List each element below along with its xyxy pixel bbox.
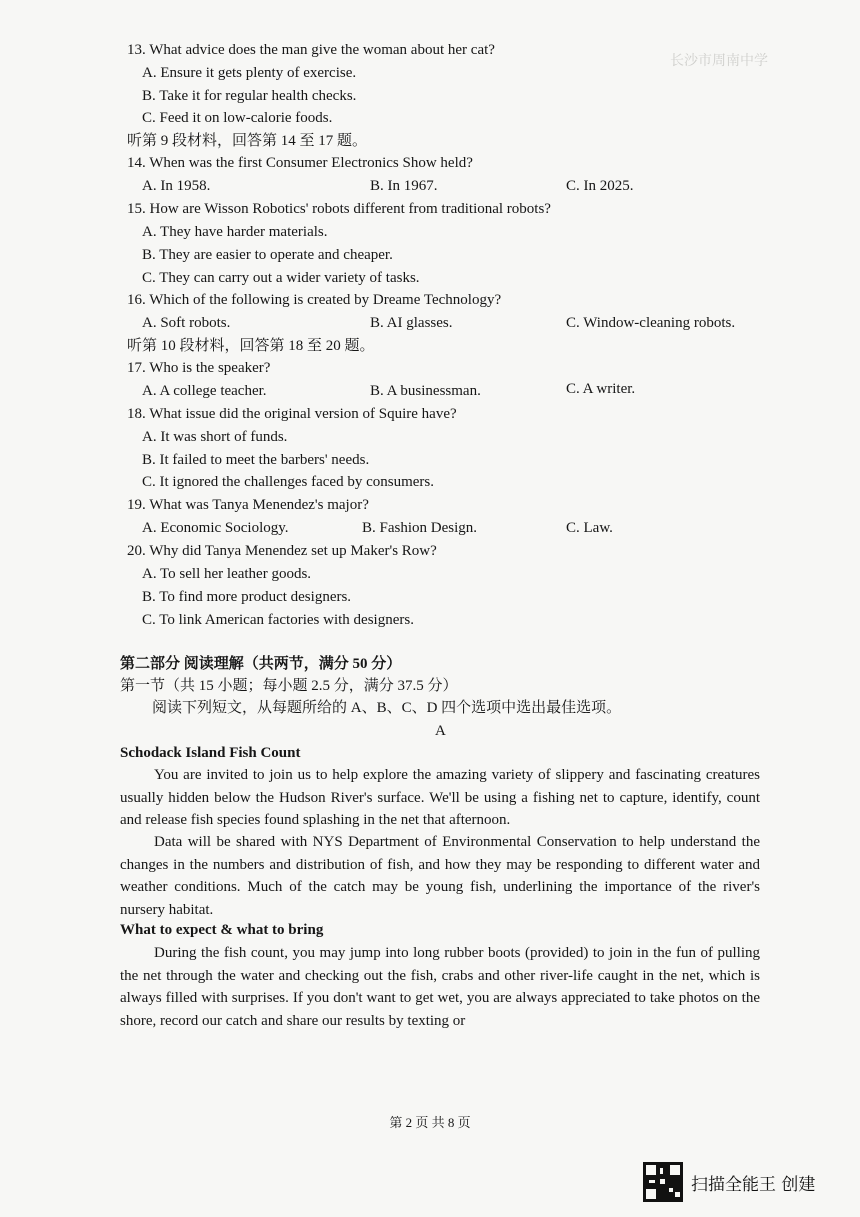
passage-paragraph-2 [120, 831, 760, 921]
question-14-option-c: C. In 2025. [566, 178, 634, 194]
question-16-stem: 16. Which of the following is created by Dreame Technology? [127, 292, 502, 308]
question-20-option-c: C. To link American factories with designers. [142, 612, 414, 628]
listening-section-10-instruction: 听第 10 段材料，回答第 18 至 20 题。 [127, 338, 375, 354]
question-19-option-b: B. Fashion Design. [362, 520, 478, 536]
question-17-stem: 17. Who is the speaker? [127, 360, 271, 376]
question-20-option-a: A. To sell her leather goods. [142, 566, 312, 582]
passage-paragraph-3 [120, 942, 760, 1032]
passage-paragraph-1-text: You are invited to join us to help explore the amazing variety of slippery and fascinating creatures usually hidden below the Hudson River's surface. We'll be using a fishing net to capture, identify, count and release fish species found splashing in the net that afternoon. [120, 767, 760, 828]
passage-title: Schodack Island Fish Count [120, 745, 301, 761]
scanner-watermark-text: 扫描全能王 创建 [691, 1174, 816, 1195]
question-17-option-c: C. A writer. [566, 381, 636, 397]
question-15-option-c: C. They can carry out a wider variety of tasks. [142, 270, 420, 286]
question-17-option-a: A. A college teacher. [142, 383, 267, 399]
question-13-stem: 13. What advice does the man give the woman about her cat? [127, 42, 495, 58]
question-14-option-a: A. In 1958. [142, 178, 211, 194]
question-15-option-b: B. They are easier to operate and cheaper. [142, 247, 393, 263]
reading-instruction: 阅读下列短文，从每题所给的 A、B、C、D 四个选项中选出最佳选项。 [152, 700, 622, 716]
qr-code-icon [643, 1162, 683, 1202]
passage-paragraph-1 [120, 764, 760, 832]
question-19-stem: 19. What was Tanya Menendez's major? [127, 497, 369, 513]
passage-paragraph-3-text: During the fish count, you may jump into long rubber boots (provided) to join in the fun of pulling the net through the water and checking out the fish, crabs and other river-life caught in the net, which is always filled with surprises. If you don't want to get wet, you are always appreciated to take photos on the shore, record our catch and share our results by texting or [120, 945, 760, 1029]
question-20-option-b: B. To find more product designers. [142, 589, 352, 605]
question-13-option-c: C. Feed it on low-calorie foods. [142, 110, 333, 126]
page-number-footer: 第 2 页 共 8 页 [389, 1115, 471, 1130]
section-1-title: 第一节（共 15 小题；每小题 2.5 分，满分 37.5 分） [120, 678, 458, 694]
scanner-watermark [643, 1160, 815, 1204]
question-14-stem: 14. When was the first Consumer Electronics Show held? [127, 155, 473, 171]
question-18-stem: 18. What issue did the original version of Squire have? [127, 406, 457, 422]
bleed-through-text: 长沙市周南中学 [670, 53, 768, 69]
part-2-title: 第二部分 阅读理解（共两节，满分 50 分） [120, 656, 402, 672]
passage-subtitle: What to expect & what to bring [120, 922, 324, 938]
question-18-option-a: A. It was short of funds. [142, 429, 288, 445]
question-16-option-b: B. AI glasses. [370, 315, 453, 331]
question-14-option-b: B. In 1967. [370, 178, 438, 194]
question-15-option-a: A. They have harder materials. [142, 224, 328, 240]
question-13-option-a: A. Ensure it gets plenty of exercise. [142, 65, 357, 81]
question-16-option-a: A. Soft robots. [142, 315, 231, 331]
question-15-stem: 15. How are Wisson Robotics' robots different from traditional robots? [127, 201, 551, 217]
question-19-option-a: A. Economic Sociology. [142, 520, 289, 536]
question-17-option-b: B. A businessman. [370, 383, 481, 399]
passage-letter: A [435, 723, 446, 739]
question-18-option-b: B. It failed to meet the barbers' needs. [142, 452, 370, 468]
question-16-option-c: C. Window-cleaning robots. [566, 315, 736, 331]
question-20-stem: 20. Why did Tanya Menendez set up Maker's Row? [127, 543, 437, 559]
listening-section-9-instruction: 听第 9 段材料，回答第 14 至 17 题。 [127, 133, 368, 149]
question-13-option-b: B. Take it for regular health checks. [142, 88, 357, 104]
question-18-option-c: C. It ignored the challenges faced by consumers. [142, 474, 434, 490]
passage-paragraph-2-text: Data will be shared with NYS Department of Environmental Conservation to help understand the changes in the numbers and distribution of fish, and how they may be responding to different water and weather conditions. Much of the catch may be young fish, underlining the importance of the river's nursery habitat. [120, 834, 760, 918]
question-19-option-c: C. Law. [566, 520, 613, 536]
